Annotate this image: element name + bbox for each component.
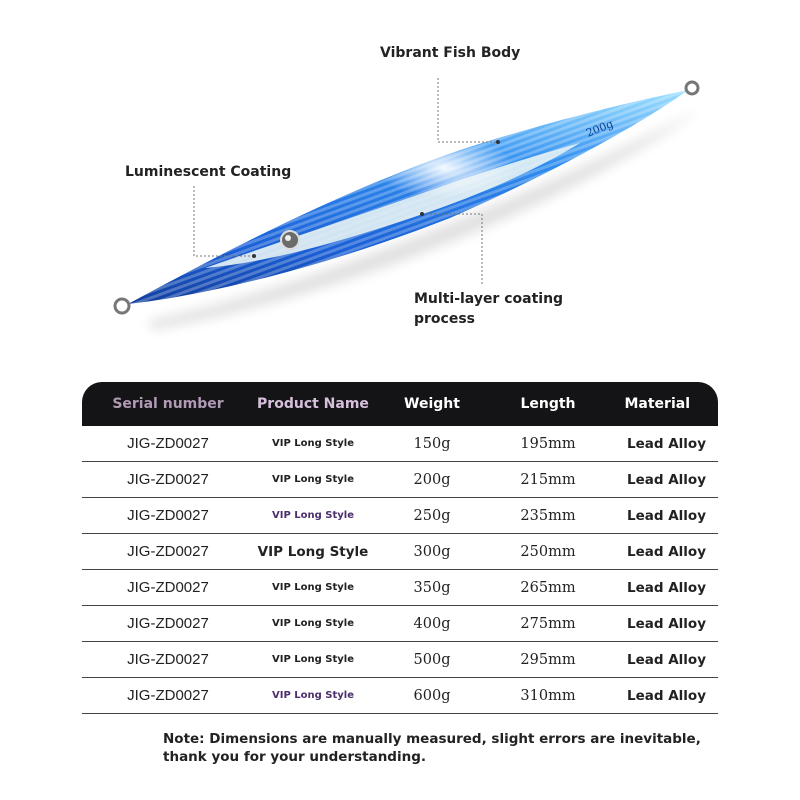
cell-material: Lead Alloy xyxy=(626,651,706,668)
table-row xyxy=(82,498,718,534)
cell-material: Lead Alloy xyxy=(626,507,706,524)
cell-length: 235mm xyxy=(520,507,576,524)
cell-product: VIP Long Style xyxy=(257,543,369,560)
header-weight: Weight xyxy=(404,396,460,412)
cell-serial: JIG-ZD0027 xyxy=(127,579,209,596)
header-material: Material xyxy=(624,396,690,412)
table-header xyxy=(82,382,718,426)
cell-serial: JIG-ZD0027 xyxy=(127,435,209,452)
light-flash xyxy=(375,138,515,198)
cell-material: Lead Alloy xyxy=(626,435,706,452)
callout-vibrant-fish-body: Vibrant Fish Body xyxy=(380,45,521,61)
weight-engraving: 200g xyxy=(584,117,616,140)
measurement-note xyxy=(163,730,701,766)
rear-ring xyxy=(686,82,698,94)
header-serial-number: Serial number xyxy=(112,396,224,412)
product-image-area xyxy=(0,0,800,370)
cell-serial: JIG-ZD0027 xyxy=(127,651,209,668)
cell-serial: JIG-ZD0027 xyxy=(127,471,209,488)
cell-weight: 400g xyxy=(413,615,451,632)
cell-weight: 200g xyxy=(413,471,451,488)
cell-length: 310mm xyxy=(520,687,576,704)
cell-length: 275mm xyxy=(520,615,576,632)
header-product-name: Product Name xyxy=(257,396,369,412)
cell-weight: 600g xyxy=(413,687,451,704)
cell-serial: JIG-ZD0027 xyxy=(127,543,209,560)
cell-weight: 250g xyxy=(413,507,451,524)
cell-weight: 350g xyxy=(413,579,451,596)
header-length: Length xyxy=(520,396,576,412)
cell-product: VIP Long Style xyxy=(272,510,354,521)
cell-serial: JIG-ZD0027 xyxy=(127,615,209,632)
table-row xyxy=(82,534,718,570)
cell-length: 195mm xyxy=(520,435,576,452)
cell-material: Lead Alloy xyxy=(626,543,706,560)
note-line1: Note: Dimensions are manually measured, slight errors are inevitable, xyxy=(163,731,701,747)
cell-product: VIP Long Style xyxy=(272,438,354,449)
cell-product: VIP Long Style xyxy=(272,690,354,701)
cell-serial: JIG-ZD0027 xyxy=(127,687,209,704)
cell-material: Lead Alloy xyxy=(626,471,706,488)
callout-luminescent-coating: Luminescent Coating xyxy=(125,164,292,180)
cell-product: VIP Long Style xyxy=(272,618,354,629)
cell-weight: 500g xyxy=(413,651,451,668)
spec-table xyxy=(82,382,718,714)
table-row xyxy=(82,426,718,462)
cell-weight: 300g xyxy=(413,543,451,560)
cell-product: VIP Long Style xyxy=(272,582,354,593)
cell-product: VIP Long Style xyxy=(272,654,354,665)
callout-line-body xyxy=(438,78,498,142)
cell-length: 215mm xyxy=(520,471,576,488)
cell-material: Lead Alloy xyxy=(626,579,706,596)
cell-length: 250mm xyxy=(520,543,576,560)
table-row xyxy=(82,606,718,642)
cell-serial: JIG-ZD0027 xyxy=(127,507,209,524)
cell-product: VIP Long Style xyxy=(272,474,354,485)
callout-multilayer-coating xyxy=(414,289,563,329)
table-row xyxy=(82,642,718,678)
cell-material: Lead Alloy xyxy=(626,615,706,632)
cell-length: 295mm xyxy=(520,651,576,668)
table-row xyxy=(82,678,718,714)
cell-length: 265mm xyxy=(520,579,576,596)
front-ring xyxy=(115,299,129,313)
cell-material: Lead Alloy xyxy=(626,687,706,704)
table-row xyxy=(82,570,718,606)
cell-weight: 150g xyxy=(413,435,451,452)
table-row xyxy=(82,462,718,498)
callout-multilayer-line2: process xyxy=(414,311,476,327)
callout-multilayer-line1: Multi-layer coating xyxy=(414,291,564,307)
note-line2: thank you for your understanding. xyxy=(163,749,426,765)
